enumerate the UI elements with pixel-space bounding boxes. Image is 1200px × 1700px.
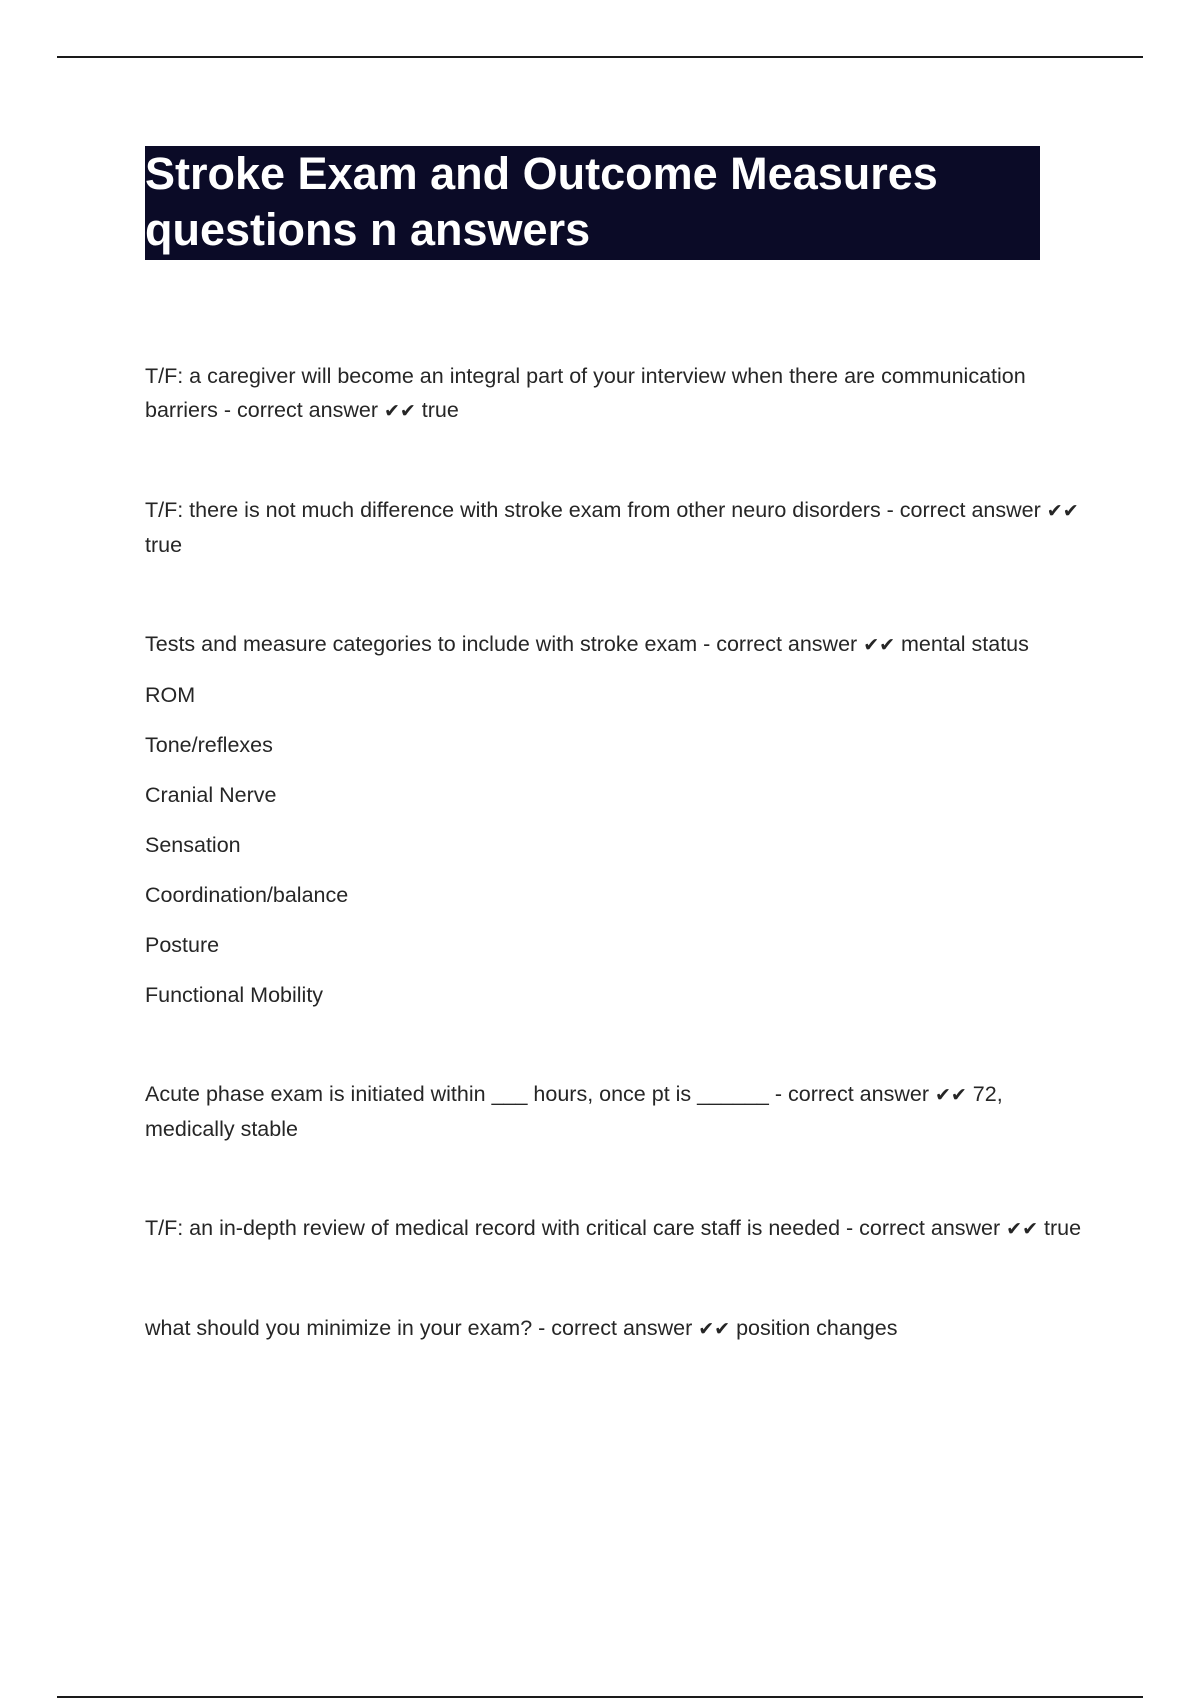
answer-list-item: Coordination/balance (145, 883, 349, 907)
top-rule (57, 56, 1143, 58)
answer-list-item: Functional Mobility (145, 983, 324, 1007)
qa-item (145, 1211, 1085, 1246)
qa-item (145, 1077, 1085, 1146)
title-line-1: Stroke Exam and Outcome Measures (145, 148, 938, 199)
answer-text: 72, medically stable (145, 1082, 1003, 1141)
double-check-icon: ✔✔ (1006, 1218, 1038, 1240)
double-check-icon: ✔✔ (698, 1318, 731, 1340)
double-check-icon: ✔✔ (934, 1084, 967, 1106)
answer-list-item: Sensation (145, 833, 241, 857)
question-text: T/F: there is not much difference with stroke exam from other neuro disorders - correct answer (145, 498, 1041, 522)
question-text: T/F: an in-depth review of medical record with critical care staff is needed - correct answer (145, 1216, 1001, 1240)
qa-list (145, 359, 1085, 1346)
answer-text: position changes (736, 1316, 898, 1340)
qa-item (145, 359, 1085, 428)
answer-list-item: Tone/reflexes (145, 733, 273, 757)
answer-list-item: ROM (145, 683, 196, 707)
qa-item (145, 1311, 1085, 1346)
title-line-2: questions n answers (145, 204, 591, 255)
bottom-rule (57, 1696, 1143, 1698)
document-title (145, 146, 1040, 260)
answer-text: true (421, 398, 459, 422)
double-check-icon: ✔✔ (1046, 500, 1079, 522)
answer-text: mental status (901, 632, 1029, 656)
question-text: what should you minimize in your exam? - correct answer (145, 1316, 693, 1340)
document-body (145, 146, 1085, 1411)
answer-list-item: Cranial Nerve (145, 783, 277, 807)
qa-item (145, 493, 1085, 562)
answer-text: true (145, 533, 183, 557)
question-text: Acute phase exam is initiated within ___ hours, once pt is ______ - correct answer (145, 1082, 929, 1106)
question-text: T/F: a caregiver will become an integral part of your interview when there are communication barriers - correct answer (145, 364, 1026, 422)
double-check-icon: ✔✔ (383, 400, 416, 422)
double-check-icon: ✔✔ (863, 634, 896, 656)
answer-list-item: Posture (145, 933, 220, 957)
answer-text: true (1043, 1216, 1082, 1240)
qa-item (145, 627, 1085, 1012)
question-text: Tests and measure categories to include with stroke exam - correct answer (145, 632, 858, 656)
